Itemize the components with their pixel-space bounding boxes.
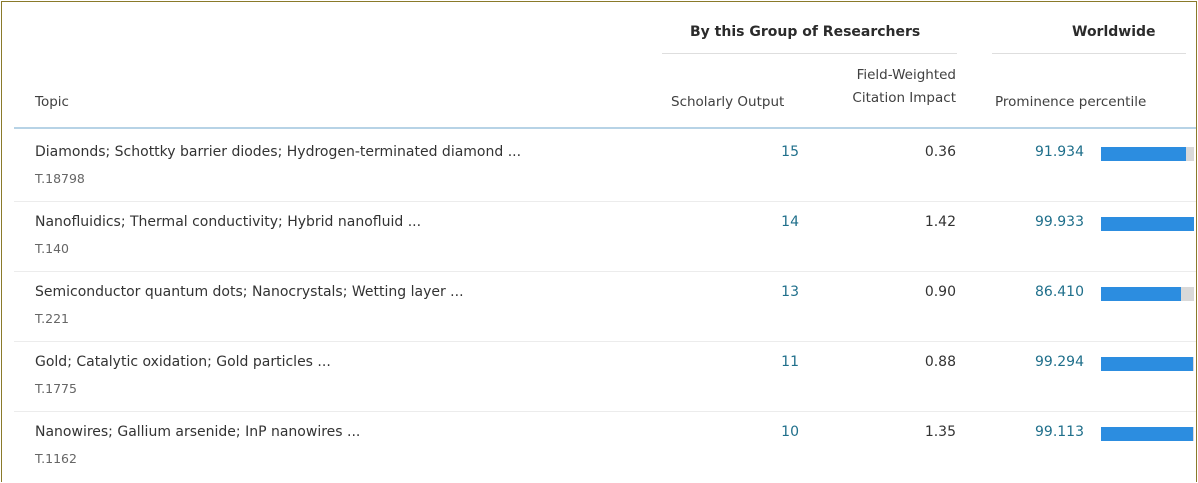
table-row bbox=[2, 272, 1196, 342]
table-row bbox=[2, 412, 1196, 482]
group-researchers-header: By this Group of Researchers bbox=[690, 24, 921, 40]
column-header-prominence[interactable]: Prominence percentile bbox=[995, 94, 1147, 110]
fwci-value: 1.35 bbox=[924, 424, 956, 440]
prominence-bar-fill bbox=[1101, 427, 1193, 441]
topic-id: T.1162 bbox=[35, 451, 77, 466]
prominence-bar-fill bbox=[1101, 147, 1186, 161]
topic-name-link[interactable]: Diamonds; Schottky barrier diodes; Hydrogen-terminated diamond ... bbox=[35, 144, 522, 160]
fwci-value: 0.88 bbox=[924, 354, 956, 370]
prominence-percentile-link[interactable]: 91.934 bbox=[1035, 144, 1084, 160]
prominence-bar-fill bbox=[1101, 357, 1193, 371]
column-header-fwci-line2: Citation Impact bbox=[852, 90, 956, 106]
column-header-topic[interactable]: Topic bbox=[35, 94, 69, 110]
prominence-bar-track bbox=[1101, 287, 1194, 301]
topic-id: T.221 bbox=[35, 311, 69, 326]
scholarly-output-link[interactable]: 10 bbox=[781, 424, 799, 440]
table-row bbox=[2, 342, 1196, 412]
prominence-bar-track bbox=[1101, 357, 1194, 371]
topic-name-link[interactable]: Nanofluidics; Thermal conductivity; Hybrid nanofluid ... bbox=[35, 214, 422, 230]
scholarly-output-link[interactable]: 11 bbox=[781, 354, 799, 370]
prominence-bar-track bbox=[1101, 427, 1194, 441]
table-row bbox=[2, 132, 1196, 202]
topic-name-link[interactable]: Nanowires; Gallium arsenide; InP nanowires ... bbox=[35, 424, 361, 440]
prominence-percentile-link[interactable]: 86.410 bbox=[1035, 284, 1084, 300]
worldwide-underline bbox=[992, 53, 1186, 54]
topic-id: T.1775 bbox=[35, 381, 77, 396]
column-header-scholarly-output[interactable]: Scholarly Output bbox=[671, 94, 785, 110]
topic-id: T.140 bbox=[35, 241, 69, 256]
scholarly-output-link[interactable]: 15 bbox=[781, 144, 799, 160]
topic-id: T.18798 bbox=[35, 171, 85, 186]
fwci-value: 1.42 bbox=[924, 214, 956, 230]
worldwide-header: Worldwide bbox=[1072, 24, 1156, 40]
column-header-fwci-line1: Field-Weighted bbox=[856, 67, 956, 83]
topic-name-link[interactable]: Gold; Catalytic oxidation; Gold particles ... bbox=[35, 354, 331, 370]
prominence-bar-fill bbox=[1101, 217, 1194, 231]
topics-table-panel bbox=[1, 1, 1197, 482]
scholarly-output-link[interactable]: 13 bbox=[781, 284, 799, 300]
topic-name-link[interactable]: Semiconductor quantum dots; Nanocrystals; Wetting layer ... bbox=[35, 284, 464, 300]
fwci-value: 0.36 bbox=[924, 144, 956, 160]
column-header-fwci[interactable] bbox=[852, 64, 956, 110]
fwci-value: 0.90 bbox=[924, 284, 956, 300]
prominence-bar-track bbox=[1101, 147, 1194, 161]
prominence-percentile-link[interactable]: 99.294 bbox=[1035, 354, 1084, 370]
table-row bbox=[2, 202, 1196, 272]
prominence-bar-track bbox=[1101, 217, 1194, 231]
group-researchers-underline bbox=[662, 53, 957, 54]
prominence-percentile-link[interactable]: 99.933 bbox=[1035, 214, 1084, 230]
prominence-percentile-link[interactable]: 99.113 bbox=[1035, 424, 1084, 440]
prominence-bar-fill bbox=[1101, 287, 1181, 301]
scholarly-output-link[interactable]: 14 bbox=[781, 214, 799, 230]
header-divider bbox=[14, 127, 1196, 129]
